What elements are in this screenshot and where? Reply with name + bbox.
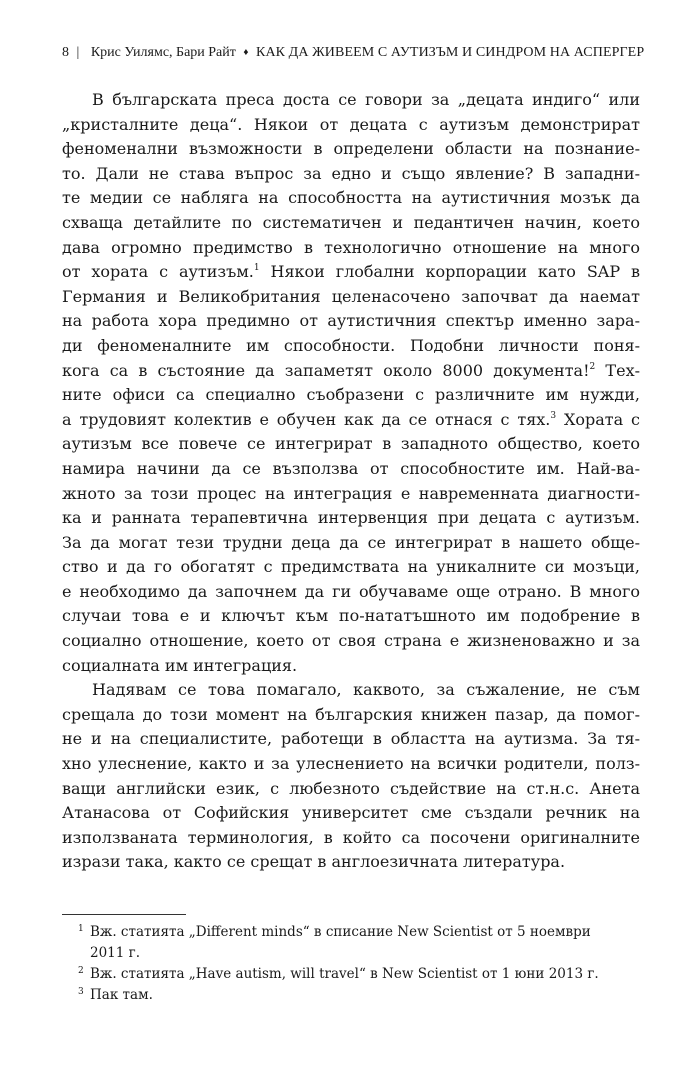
text-line-part: Хората с [563, 409, 640, 429]
text-line: схваща детайлите по систематичен и педантичен начин, което [62, 212, 640, 232]
text-line [62, 260, 640, 285]
text-line: то. Дали не става въпрос за едно и също явление? В западни- [62, 163, 640, 183]
text-line: феноменални възможности в определени области на познание- [62, 139, 640, 159]
footnote-ref-1: 1 [253, 263, 260, 274]
text-line: изрази така, както се срещат в англоезичната литература. [62, 852, 566, 872]
text-line: срещала до този момент на българския книжен пазар, да помог- [62, 704, 640, 724]
text-line: За да могат тези трудни деца да се интегрират в нашето обще- [62, 532, 640, 552]
footnote-ref-3: 3 [550, 410, 557, 421]
text-line: Германия и Великобритания целенасочено започват да наемат [62, 286, 640, 306]
text-line-part: Тех- [605, 360, 640, 380]
text-line-part: Някои глобални корпорации като SAP в [270, 262, 641, 282]
text-line: е необходимо да започнем да ги обучаваме още отрано. В много [62, 581, 640, 601]
text-line [62, 359, 640, 384]
diamond-icon: ♦ [243, 47, 249, 58]
header-authors: Крис Уилямс, Бари Райт [90, 45, 236, 60]
footnote-text: Вж. статията „Different minds“ в списание New Scientist от 5 ноември [90, 924, 591, 940]
text-line: ните офиси са специално съобразени с различните им нужди, [62, 385, 640, 405]
page-number: 8 [62, 45, 69, 60]
text-line: Надявам се това помагало, каквото, за съжаление, не съм [92, 680, 640, 700]
text-line: аутизъм все повече се интегрират в западното общество, което [62, 434, 640, 454]
footnote-text: Пак там. [90, 987, 153, 1003]
text-line: социално отношение, което от своя страна е жизненоважно и за [62, 631, 640, 651]
footnote-ref-2: 2 [589, 361, 596, 372]
text-line: използваната терминология, в който са посочени оригиналните [62, 827, 640, 847]
footnote-text: Вж. статията „Have autism, will travel“ в New Scientist от 1 юни 2013 г. [90, 966, 599, 982]
text-line: на работа хора предимно от аутистичния спектър именно зара- [62, 311, 640, 331]
footnote-number: 3 [78, 987, 84, 997]
footnotes [62, 922, 640, 1006]
text-line: дава огромно предимство в технологично отношение на много [62, 237, 640, 257]
footnote-3 [62, 985, 640, 1006]
body-text [62, 88, 640, 875]
footnote-text-continued: 2011 г. [90, 945, 141, 961]
footnote-number: 1 [78, 924, 84, 934]
text-line: ващи английски език, с любезното съдействие на ст.н.с. Анета [62, 778, 640, 798]
footnote-divider [62, 914, 186, 915]
running-head [62, 44, 645, 62]
text-line: ди феноменалните им способности. Подобни личности поня- [62, 335, 640, 355]
text-line-part: кога са в състояние да запаметят около 8000 документа! [62, 360, 590, 380]
text-line: те медии се набляга на способността на аутистичния мозък да [62, 188, 640, 208]
footnote-number: 2 [78, 966, 84, 976]
footnote-1 [62, 922, 640, 964]
text-line: ство и да го обогатят с предимствата на уникалните си мозъци, [62, 557, 640, 577]
header-book-title: КАК ДА ЖИВЕЕМ С АУТИЗЪМ И СИНДРОМ НА АСПЕРГЕР [256, 45, 645, 60]
text-line: не и на специалистите, работещи в областта на аутизма. За тя- [62, 729, 640, 749]
text-line: хно улеснение, както и за улеснението на всички родители, полз- [62, 754, 640, 774]
text-line-part: от хората с аутизъм. [62, 262, 254, 282]
text-line: Атанасова от Софийския университет сме създали речник на [62, 803, 640, 823]
text-line [62, 408, 640, 433]
text-line: жното за този процес на интеграция е навременната диагности- [62, 483, 640, 503]
text-line-part: а трудовият колектив е обучен как да се отнася с тях. [62, 409, 551, 429]
text-line: ка и ранната терапевтична интервенция при децата с аутизъм. [62, 508, 640, 528]
text-line: „кристалните деца“. Някои от децата с аутизъм демонстрират [62, 114, 640, 134]
text-line: случаи това е и ключът към по-нататъшното им подобрение в [62, 606, 640, 626]
text-line: В българската преса доста се говори за „децата индиго“ или [92, 90, 640, 109]
text-line: намира начини да се възползва от способностите им. Най-ва- [62, 458, 640, 478]
header-separator: | [76, 45, 80, 60]
footnote-2 [62, 964, 640, 985]
text-line: социалната им интеграция. [62, 655, 298, 675]
